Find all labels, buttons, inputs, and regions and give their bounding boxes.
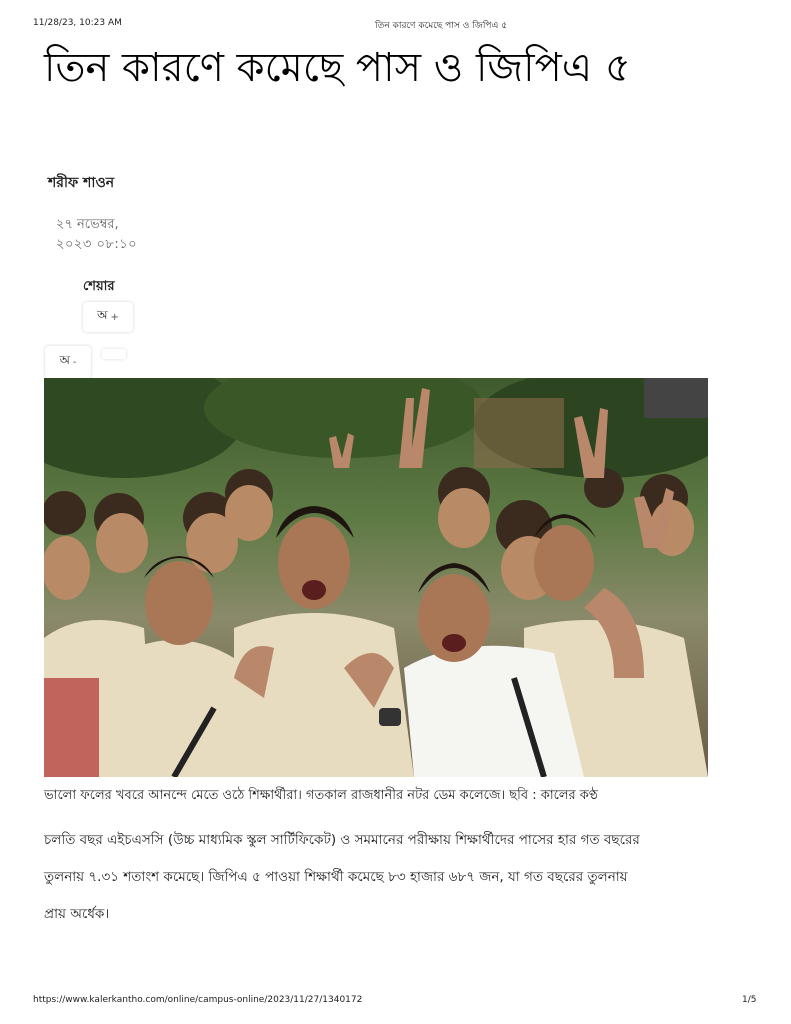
article-headline: তিন কারণে কমেছে পাস ও জিপিএ ৫ [44, 45, 631, 91]
photo-caption: ভালো ফলের খবরে আনন্দে মেতে ওঠে শিক্ষার্থীরা। গতকাল রাজধানীর নটর ডেম কলেজে। ছবি : কালের কণ্ঠ [44, 788, 598, 803]
students-celebrating-photo-icon [44, 378, 708, 777]
print-footer-url: https://www.kalerkantho.com/online/campus-online/2023/11/27/1340172 [33, 995, 363, 1005]
plus-icon: + [110, 311, 119, 323]
font-increase-button[interactable] [83, 302, 133, 332]
print-header-datetime: 11/28/23, 10:23 AM [33, 18, 122, 28]
print-footer-page: 1/5 [742, 995, 757, 1005]
body-line: প্রায় অর্ধেক। [44, 906, 110, 922]
article-body [44, 822, 744, 933]
minus-icon: - [72, 356, 77, 368]
font-decrease-label: অ [59, 353, 70, 367]
share-button[interactable]: শেয়ার [83, 279, 115, 294]
publish-date [56, 215, 137, 255]
body-line: তুলনায় ৭.৩১ শতাংশ কমেছে। জিপিএ ৫ পাওয়া শিক্ষার্থী কমেছে ৮৩ হাজার ৬৮৭ জন, যা গত বছরের তুলনায় [44, 869, 628, 885]
font-decrease-button[interactable] [45, 346, 91, 378]
font-reset-button[interactable] [102, 349, 126, 359]
print-header-title: তিন কারণে কমেছে পাস ও জিপিএ ৫ [375, 21, 508, 31]
publish-date-line2: ২০২৩ ০৮:১০ [56, 237, 138, 252]
author-name[interactable]: শরীফ শাওন [48, 175, 115, 191]
font-increase-label: অ [97, 308, 108, 322]
publish-date-line1: ২৭ নভেম্বর, [56, 217, 119, 232]
article-photo [44, 378, 708, 777]
body-line: চলতি বছর এইচএসসি (উচ্চ মাধ্যমিক স্কুল সার্টিফিকেট) ও সমমানের পরীক্ষায় শিক্ষার্থীদের পাসের হার গত বছরের [44, 832, 640, 848]
